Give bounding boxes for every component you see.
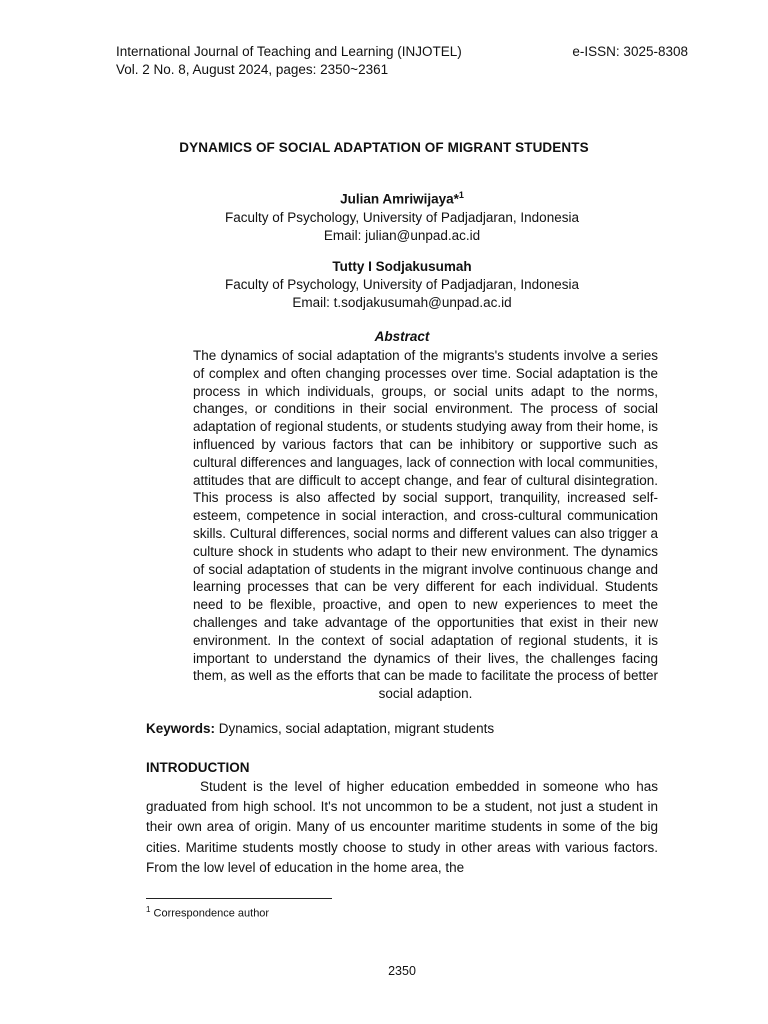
author-name: Julian Amriwijaya*$^1$ — [340, 190, 464, 207]
abstract-heading: Abstract — [374, 329, 430, 344]
introduction-text: Student is the level of higher education embedded in someone who has graduated from high school. It's not uncommon to be a student, not just a student in their own area of origin. Many of us encounter maritime students in some of the big cities. Maritime students mostly choose to study in other areas with various factors. From the low level of education in the home area, the — [146, 779, 658, 875]
author-footnote-mark[interactable]: 1 — [458, 190, 464, 200]
journal-name: International Journal of Teaching and Learning (INJOTEL) — [116, 44, 462, 59]
running-header — [116, 43, 688, 79]
paper-title: DYNAMICS OF SOCIAL ADAPTATION OF MIGRANT STUDENTS — [179, 140, 589, 155]
author-block-1 — [0, 186, 768, 245]
keywords — [146, 721, 494, 736]
footnote — [146, 905, 269, 920]
page-number: 2350 — [388, 964, 416, 978]
author-block-2 — [0, 258, 768, 312]
introduction-heading: INTRODUCTION — [146, 760, 250, 775]
author-email[interactable]: Email: t.sodjakusumah@unpad.ac.id — [292, 295, 512, 310]
author-affiliation: Faculty of Psychology, University of Padjadjaran, Indonesia — [225, 209, 579, 225]
author-affiliation: Faculty of Psychology, University of Padjadjaran, Indonesia — [225, 277, 579, 292]
footnote-text: Correspondence author — [153, 907, 270, 920]
footnote-divider — [146, 898, 332, 899]
keywords-text: Dynamics, social adaptation, migrant students — [218, 721, 495, 736]
footnote-mark: 1 — [146, 905, 151, 914]
keywords-label: Keywords: — [146, 721, 216, 736]
issn: e-ISSN: 3025-8308 — [572, 44, 688, 59]
abstract-text: The dynamics of social adaptation of the migrants's students involve a series of complex and often changing processes over time. Social adaptation is the process in which individuals, groups, or social units adapt to the norms, changes, or conditions in their social environment. The process of social adaptation of regional students, or students studying away from their home, is influenced by various factors that can be inhibitory or supportive such as cultural differences and languages, lack of connection with local communities, attitudes that are difficult to accept change, and fear of cultural disintegration. This process is also affected by social support, tranquility, increased self-esteem, competence in social interaction, and cross-cultural communication skills. Cultural differences, social norms and different values can also trigger a culture shock in students who adapt to their new environment. The dynamics of social adaptation of students in the migrant involve continuous change and learning processes that can be very different for each individual. Students need to be flexible, proactive, and open to new experiences to meet the challenges and take advantage of the opportunities that exist in their new environment. In the context of social adaptation of regional students, it is important to understand the dynamics of their lives, the challenges facing them, as well as the efforts that can be made to facilitate the process of better social adaption. — [193, 348, 658, 702]
author-name: Tutty I Sodjakusumah — [332, 259, 472, 274]
volume-info: Vol. 2 No. 8, August 2024, pages: 2350~2361 — [116, 62, 389, 77]
author-email[interactable]: Email: julian@unpad.ac.id — [323, 227, 481, 243]
